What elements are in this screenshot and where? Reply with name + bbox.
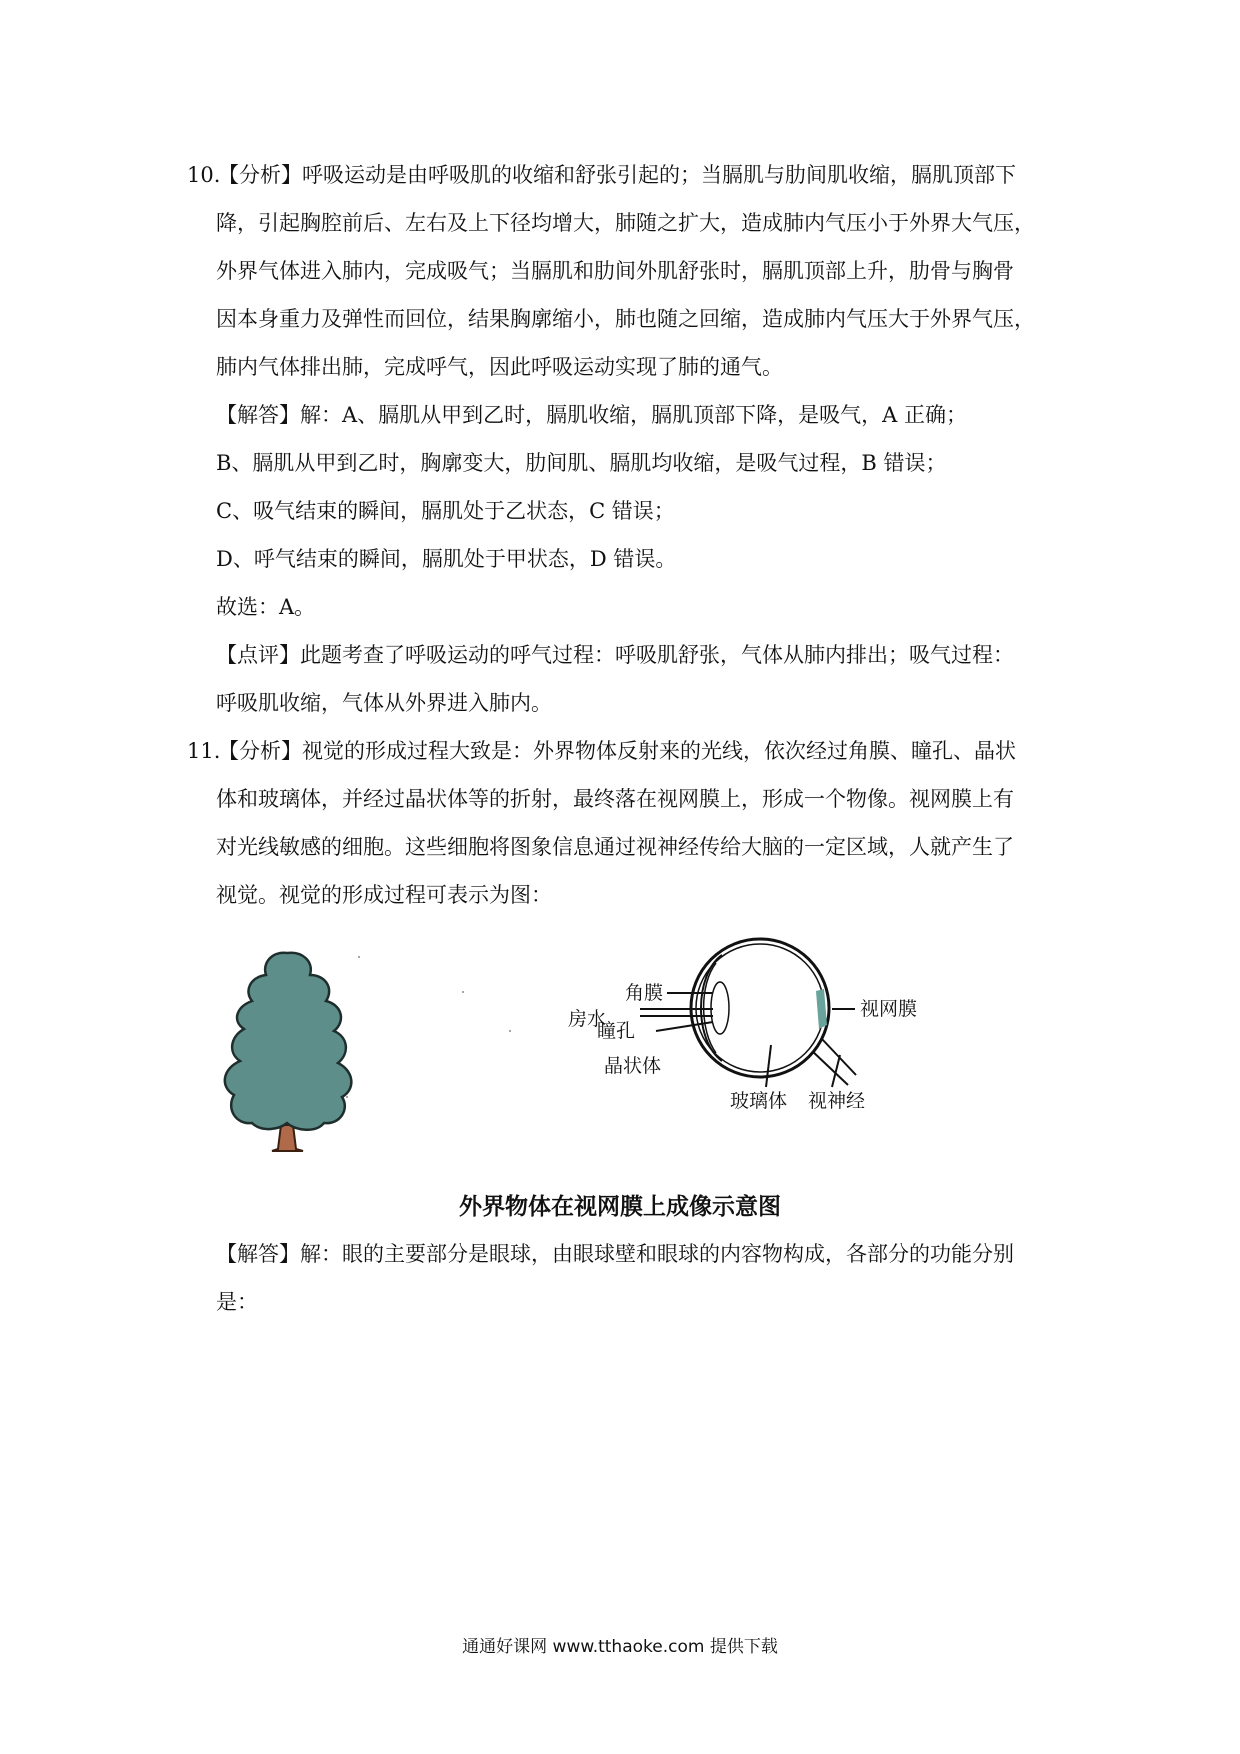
q11-answer-line: 【解答】解：眼的主要部分是眼球，由眼球壁和眼球的内容物构成，各部分的功能分别 [216,1242,1014,1266]
q10-number: 10. [187,163,221,187]
q10-answer-line: D、呼气结束的瞬间，膈肌处于甲状态，D 错误。 [216,547,677,571]
label-optic-nerve: 视神经 [808,1090,866,1112]
q11-answer-line: 是： [216,1290,258,1314]
q10-analysis-line: 【分析】呼吸运动是由呼吸肌的收缩和舒张引起的；当膈肌与肋间肌收缩，膈肌顶部下 [218,163,1016,187]
q10-analysis-line: 肺内气体排出肺，完成呼气，因此呼吸运动实现了肺的通气。 [216,355,783,379]
label-lens: 晶状体 [604,1055,662,1077]
q10-answer-line: C、吸气结束的瞬间，膈肌处于乙状态，C 错误； [216,499,675,523]
q10-analysis-line: 外界气体进入肺内，完成吸气；当膈肌和肋间外肌舒张时，膈肌顶部上升，肋骨与胸骨 [216,259,1014,283]
label-pupil: 瞳孔 [597,1020,636,1042]
q11-analysis-line: 【分析】视觉的形成过程大致是：外界物体反射来的光线，依次经过角膜、瞳孔、晶状 [218,739,1016,763]
q10-answer-line: 故选：A。 [216,595,316,619]
label-vitreous: 玻璃体 [730,1090,788,1112]
q11-analysis-line: 对光线敏感的细胞。这些细胞将图象信息通过视神经传给大脑的一定区域，人就产生了 [216,835,1014,859]
q10-analysis-line: 因本身重力及弹性而回位，结果胸廓缩小，肺也随之回缩，造成肺内气压大于外界气压， [216,307,1035,331]
vision-figure [0,935,1240,1175]
q11-analysis-line: 体和玻璃体，并经过晶状体等的折射，最终落在视网膜上，形成一个物像。视网膜上有 [216,787,1014,811]
q10-comment-line: 呼吸肌收缩，气体从外界进入肺内。 [216,691,552,715]
eye-diagram [640,939,856,1087]
figure-title: 外界物体在视网膜上成像示意图 [459,1194,781,1220]
tree-foliage [225,953,352,1130]
q11-number: 11. [187,739,221,763]
label-retina: 视网膜 [860,998,918,1020]
q10-analysis-line: 降，引起胸腔前后、左右及上下径均增大，肺随之扩大，造成肺内气压小于外界大气压， [216,211,1035,235]
q10-answer-line: B、膈肌从甲到乙时，胸廓变大，肋间肌、膈肌均收缩，是吸气过程，B 错误； [216,451,947,475]
page-footer: 通通好课网 www.tthaoke.com 提供下载 [462,1637,778,1657]
q10-answer-line: 【解答】解：A、膈肌从甲到乙时，膈肌收缩，膈肌顶部下降，是吸气，A 正确； [216,403,968,427]
label-aqueous: 房水 [568,1008,607,1030]
label-cornea: 角膜 [625,982,664,1004]
q11-analysis-line: 视觉。视觉的形成过程可表示为图： [216,883,552,907]
q10-comment-line: 【点评】此题考查了呼吸运动的呼气过程：呼吸肌舒张，气体从肺内排出；吸气过程： [216,643,1014,667]
tree-illustration [225,953,352,1151]
